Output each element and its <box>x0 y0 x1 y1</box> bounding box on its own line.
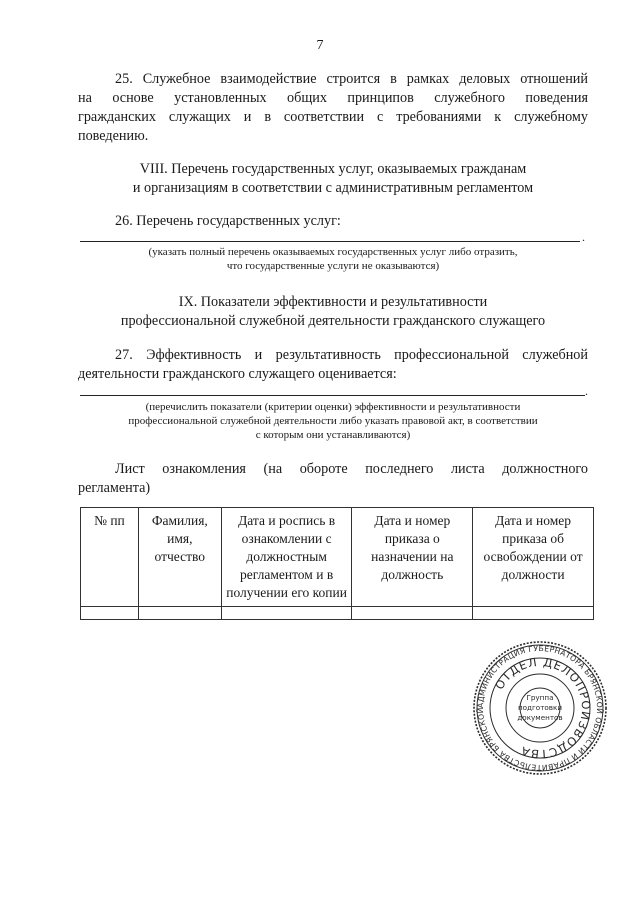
stamp-department-text: ОТДЕЛ ДЕЛОПРОИЗВОДСТВА <box>492 654 594 762</box>
note-26 <box>78 245 588 273</box>
acquaintance-sheet-text <box>78 460 588 498</box>
table-row <box>81 607 594 620</box>
paragraph-25 <box>78 70 588 146</box>
section-9-heading <box>78 293 588 331</box>
section-9-heading-line: профессиональной служебной деятельности гражданского служащего <box>120 313 546 329</box>
note-27-line: с которым они устанавливаются) <box>255 429 411 441</box>
table-header-cell: Дата и роспись в ознакомлении с должностным регламентом и в получении его копии <box>221 508 352 607</box>
paragraph-25-line: на основе установленных общих принципов служебного поведения <box>78 90 588 106</box>
acquaintance-table <box>80 507 594 620</box>
table-header-row <box>81 508 594 607</box>
acquaintance-sheet-line: Лист ознакомления (на обороте последнего листа должностного <box>115 461 588 477</box>
note-26-line: что государственные услуги не оказываются) <box>226 260 440 272</box>
table-cell <box>352 607 473 620</box>
paragraph-27-line: 27. Эффективность и результативность профессиональной служебной <box>115 347 588 363</box>
blank-line-end-dot: . <box>585 384 588 398</box>
paragraph-25-line: поведению. <box>78 128 149 144</box>
note-27-line: (перечислить показатели (критерии оценки) эффективности и результативности <box>145 401 521 413</box>
section-9-heading-line: IX. Показатели эффективности и результативности <box>178 294 488 310</box>
table-cell <box>473 607 594 620</box>
section-8-heading-line: и организациям в соответствии с административным регламентом <box>132 180 534 196</box>
stamp-center-line: документов <box>517 713 563 722</box>
note-27 <box>78 400 588 442</box>
paragraph-25-line: 25. Служебное взаимодействие строится в рамках деловых отношений <box>115 71 588 87</box>
stamp-seal-icon <box>472 640 608 776</box>
stamp-center-line: подготовки <box>517 703 563 712</box>
table-header-cell: Фамилия, имя, отчество <box>138 508 221 607</box>
paragraph-25-line: гражданских служащих и в соответствии с требованиями к служебному <box>78 109 588 125</box>
paragraph-27 <box>78 346 588 384</box>
table-header-cell: № пп <box>81 508 139 607</box>
stamp-center-line: Группа <box>526 693 554 702</box>
note-27-line: профессиональной служебной деятельности либо указать правовой акт, в соответствии <box>128 415 538 427</box>
page-number: 7 <box>316 38 324 53</box>
blank-line-26 <box>80 241 580 242</box>
blank-line-27 <box>80 395 585 396</box>
table-cell <box>138 607 221 620</box>
table-cell <box>221 607 352 620</box>
blank-line-end-dot: . <box>582 230 585 244</box>
official-stamp <box>472 640 608 776</box>
note-26-line: (указать полный перечень оказываемых государственных услуг либо отразить, <box>148 246 518 258</box>
table-header-cell: Дата и номер приказа о назначении на должность <box>352 508 473 607</box>
table-cell <box>81 607 139 620</box>
section-8-heading-line: VIII. Перечень государственных услуг, оказываемых гражданам <box>139 161 527 177</box>
section-8-heading <box>78 160 588 198</box>
table-header-cell: Дата и номер приказа об освобождении от должности <box>473 508 594 607</box>
acquaintance-sheet-line: регламента) <box>78 480 151 496</box>
stamp-outer-text: АДМИНИСТРАЦИЯ ГУБЕРНАТОРА БРЯНСКОЙ ОБЛАСТИ И ПРАВИТЕЛЬСТВА БРЯНСКОЙ <box>475 643 605 773</box>
paragraph-26: 26. Перечень государственных услуг: <box>115 213 341 229</box>
paragraph-27-line: деятельности гражданского служащего оценивается: <box>78 366 397 382</box>
